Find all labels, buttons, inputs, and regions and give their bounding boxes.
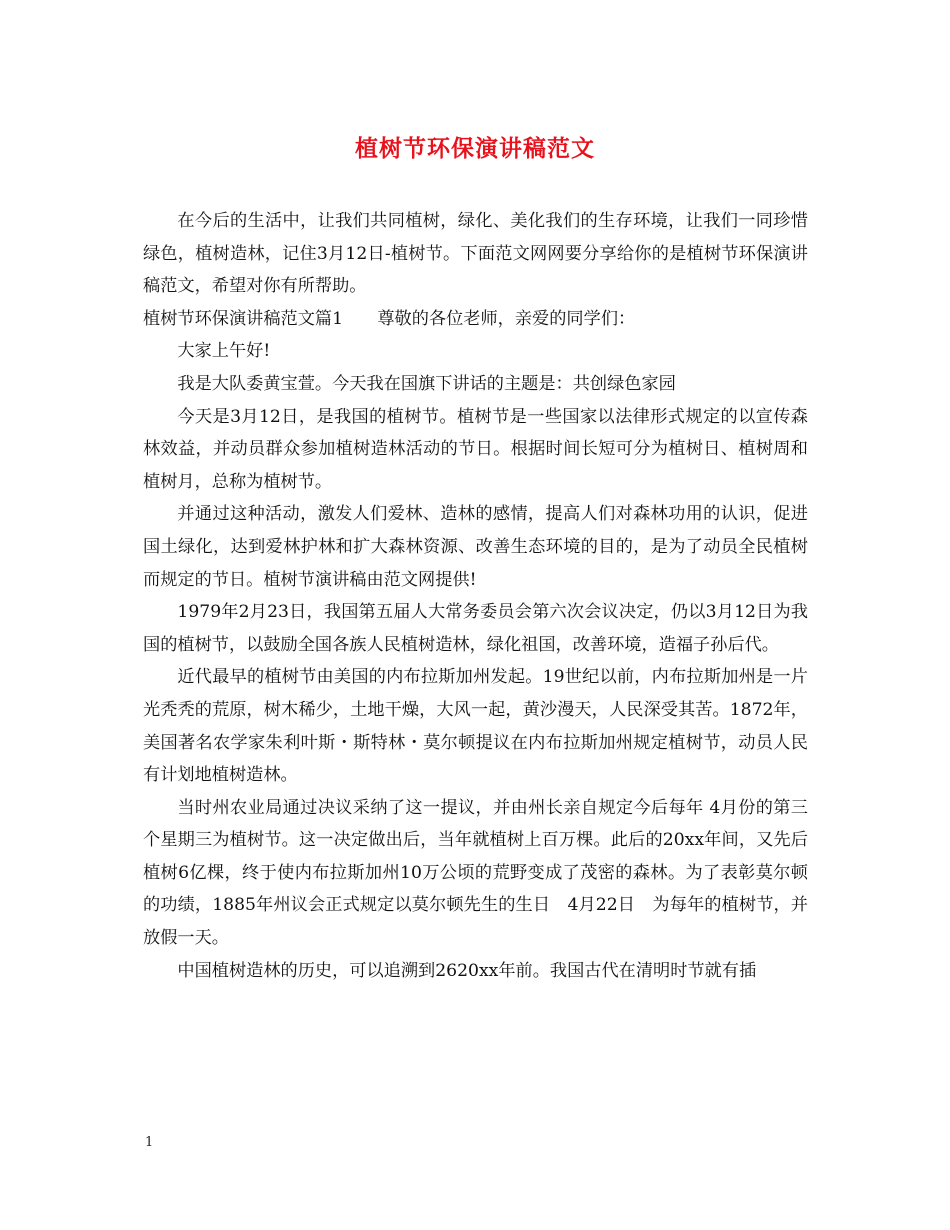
document-title: 植树节环保演讲稿范文 [355,135,595,162]
paragraph-nebraska: 近代最早的植树节由美国的内布拉斯加州发起。19世纪以前，内布拉斯加州是一片光秃秃的荒原，树木稀少，土地干燥，大风一起，黄沙漫天，人民深受其苦。1872年，美国著名农学家朱利叶斯・斯特林・莫尔顿提议在内布拉斯加州规定植树节，动员人民有计划地植树造林。 [143,667,808,786]
paragraph-speaker-intro: 我是大队委黄宝萱。今天我在国旗下讲话的主题是：共创绿色家园 [177,373,676,394]
paragraph-purpose: 并通过这种活动，激发人们爱林、造林的感情，提高人们对森林功用的认识，促进国土绿化，达到爱林护林和扩大森林资源、改善生态环境的目的，是为了动员全民植树而规定的节日。植树节演讲稿由范文网提供! [143,504,808,590]
paragraph-arbor-day: 今天是3月12日，是我国的植树节。植树节是一些国家以法律形式规定的以宣传森林效益，并动员群众参加植树造林活动的节日。根据时间长短可分为植树日、植树周和植树月，总称为植树节。 [143,406,808,492]
paragraph-intro: 在今后的生活中，让我们共同植树，绿化、美化我们的生存环境，让我们一同珍惜绿色，植树造林，记住3月12日-植树节。下面范文网网要分享给你的是植树节环保演讲稿范文，希望对你有所帮助。 [143,211,808,297]
paragraph-resolution: 当时州农业局通过决议采纳了这一提议，并由州长亲自规定今后每年 4月份的第三个星期三为植树节。这一决定做出后，当年就植树上百万棵。此后的20xx年间，又先后植树6亿棵，终于使内布拉斯加州10万公顷的荒野变成了茂密的森林。为了表彰莫尔顿的功绩，1885年州议会正式规定以莫尔顿先生的生日 4月22日 为每年的植树节，并放假一天。 [143,797,808,949]
paragraph-heading-greeting: 植树节环保演讲稿范文篇1 尊敬的各位老师，亲爱的同学们： [143,308,636,329]
paragraph-good-morning: 大家上午好! [177,341,271,362]
paragraph-1979: 1979年2月23日，我国第五届人大常务委员会第六次会议决定，仍以3月12日为我国的植树节，以鼓励全国各族人民植树造林，绿化祖国，改善环境，造福子孙后代。 [143,602,808,655]
document-body [143,205,808,987]
paragraph-china-history: 中国植树造林的历史，可以追溯到2620xx年前。我国古代在清明时节就有插 [177,960,757,981]
page-number: 1 [145,1135,154,1150]
